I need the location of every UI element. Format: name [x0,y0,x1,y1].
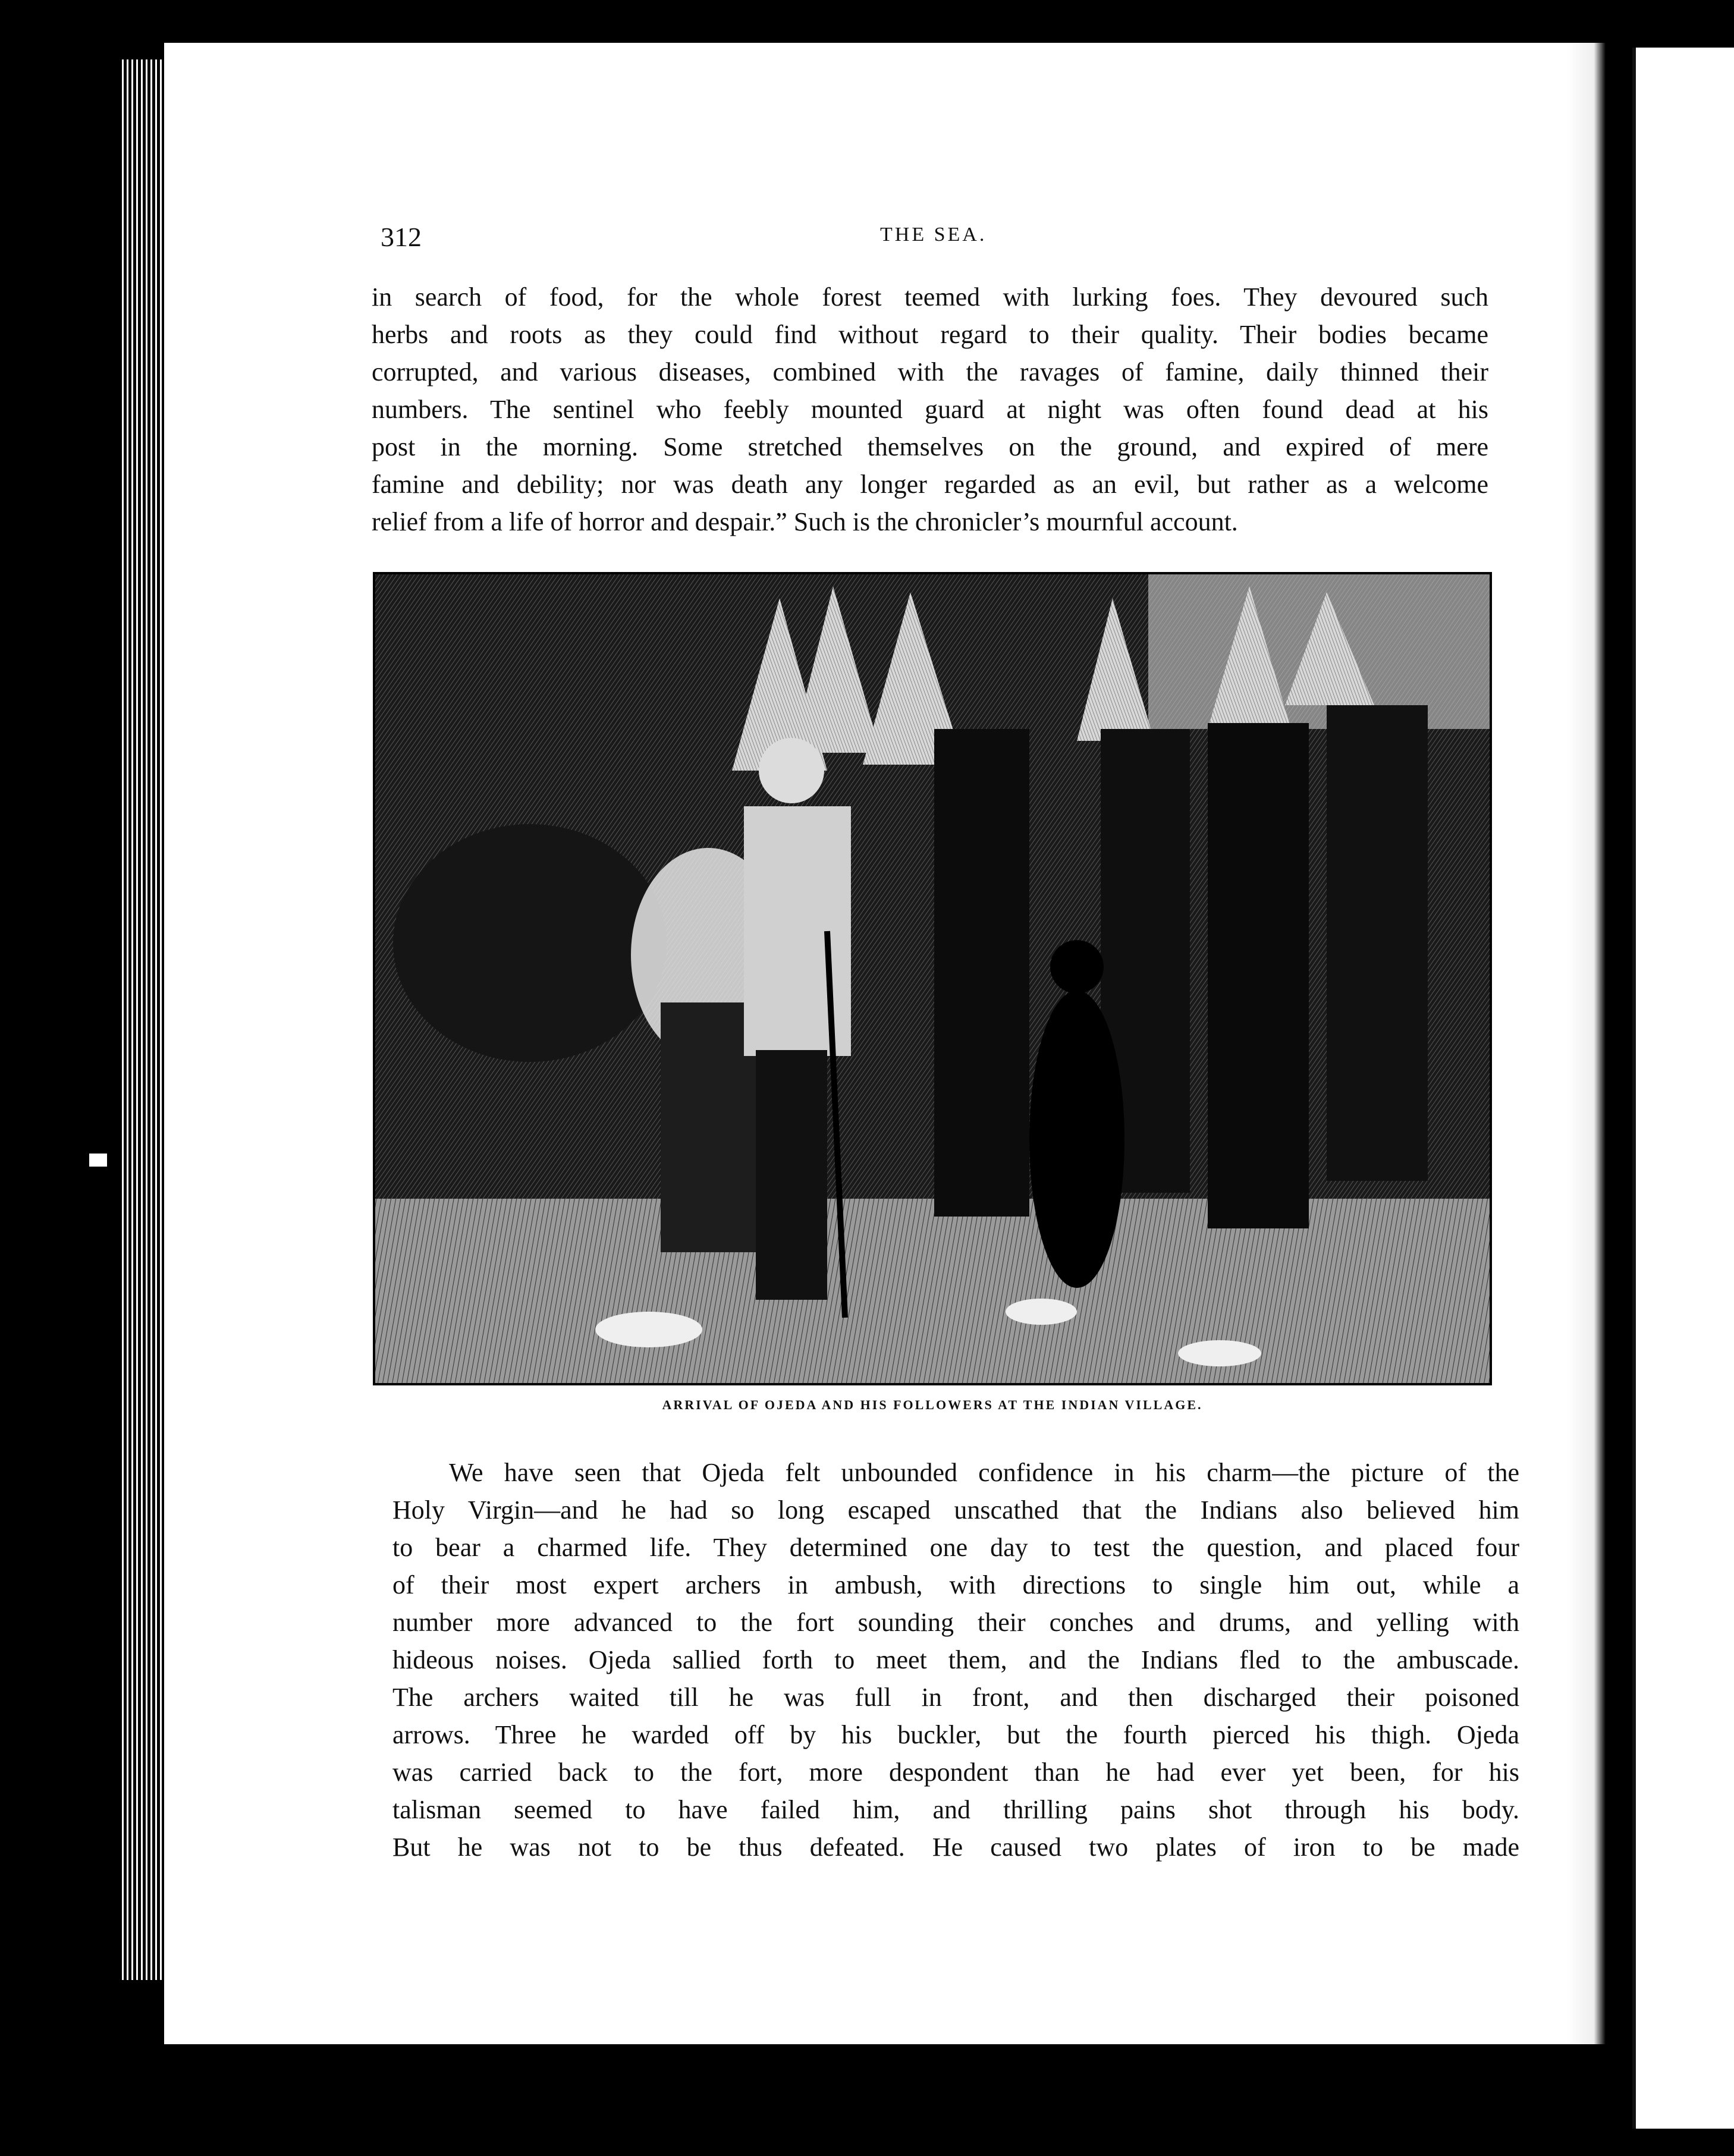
page-fold-shadow [1567,43,1606,2044]
text-line: Holy Virgin—and he had so long escaped unscathed that the Indians also believed him [392,1495,1519,1525]
text-line: corrupted, and various diseases, combined with the ravages of famine, daily thinned their [372,357,1488,386]
paragraph-top [372,278,1488,540]
text-line: in search of food, for the whole forest teemed with lurking foes. They devoured such [372,282,1488,312]
text-line: But he was not to be thus defeated. He caused two plates of iron to be made [392,1833,1519,1862]
text-line: famine and debility; nor was death any longer regarded as an evil, but rather as a welcome [372,470,1488,499]
page-number: 312 [381,222,422,252]
text-line: number more advanced to the fort sounding their conches and drums, and yelling with [392,1608,1519,1637]
text-line: relief from a life of horror and despair.” Such is the chronicler’s mournful account. [372,507,1238,536]
text-line: was carried back to the fort, more despondent than he had ever yet been, for his [392,1758,1519,1787]
text-line: post in the morning. Some stretched themselves on the ground, and expired of mere [372,432,1488,461]
illustration-caption: ARRIVAL OF OJEDA AND HIS FOLLOWERS AT THE INDIAN VILLAGE. [662,1397,1203,1412]
text-line: talisman seemed to have failed him, and thrilling pains shot through his body. [392,1795,1519,1824]
text-line: We have seen that Ojeda felt unbounded confidence in his charm—the picture of the [449,1458,1519,1487]
page-edge-mark [89,1154,107,1167]
book-gutter [1606,0,1632,2156]
engraving-drawing [375,574,1490,1383]
text-line: The archers waited till he was full in front, and then discharged their poisoned [392,1683,1519,1712]
text-line: to bear a charmed life. They determined one day to test the question, and placed four [392,1533,1519,1562]
text-line: herbs and roots as they could find without regard to their quality. Their bodies became [372,320,1488,349]
running-head [381,221,1451,257]
facing-page [1632,48,1734,2129]
text-line: arrows. Three he warded off by his buckler, but the fourth pierced his thigh. Ojeda [392,1720,1519,1749]
paragraph-bottom [392,1454,1519,1866]
running-head-title: THE SEA. [880,224,987,246]
text-line: numbers. The sentinel who feebly mounted guard at night was often found dead at his [372,395,1488,424]
engraving-illustration [373,572,1492,1385]
text-line: hideous noises. Ojeda sallied forth to meet them, and the Indians fled to the ambuscade. [392,1645,1519,1674]
text-line: of their most expert archers in ambush, with directions to single him out, while a [392,1570,1519,1599]
